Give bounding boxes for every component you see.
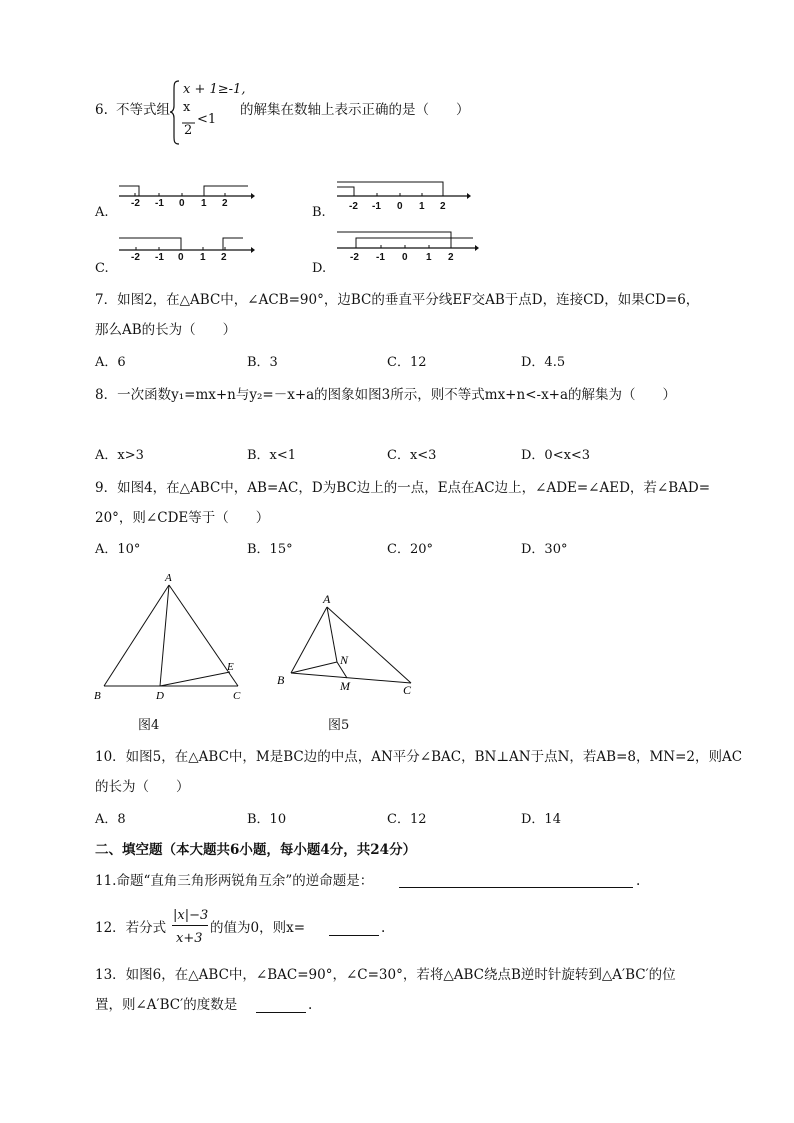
fig4-label-c: C	[233, 690, 241, 702]
q6-d-tick-0: 0	[402, 252, 408, 263]
q8-option-a: A．x>3	[95, 448, 144, 463]
fig5-label-m: M	[340, 679, 350, 693]
q6-b-tick-2: 2	[440, 201, 446, 212]
q6-a-tick-m1: -1	[155, 198, 164, 209]
q12-answer-blank[interactable]	[329, 922, 379, 936]
q6-d-tick-m1: -1	[376, 252, 385, 263]
q6-option-d-letter: D.	[312, 261, 327, 276]
q11-end: .	[636, 873, 641, 889]
q6-option-c-letter: C.	[95, 261, 109, 276]
q8-option-b: B．x<1	[247, 448, 297, 463]
q7-option-a: A．6	[95, 355, 126, 370]
q6-c-tick-2: 2	[221, 252, 227, 263]
q6-c-tick-0: 0	[178, 252, 184, 263]
fig4-label-b: B	[94, 690, 101, 702]
q6-b-tick-0: 0	[397, 201, 403, 212]
q7-option-c: C．12	[387, 355, 427, 370]
fig4-label-d: D	[156, 690, 164, 702]
q10-line1: 10．如图5，在△ABC中，M是BC边的中点，AN平分∠BAC，BN⊥AN于点N，若AB=8，MN=2，则AC	[95, 749, 743, 765]
q6-d-tick-1: 1	[426, 252, 432, 263]
q6-a-tick-0: 0	[179, 198, 185, 209]
q12-fraction-bar	[172, 925, 208, 926]
q10-option-d: D．14	[521, 812, 561, 827]
q6-c-tick-m1: -1	[155, 252, 164, 263]
fig5-side-ac	[327, 607, 411, 683]
q6-prefix: 不等式组	[116, 102, 170, 118]
fig4-segment-de	[160, 672, 230, 686]
q6-a-tick-m2: -2	[131, 198, 140, 209]
q6-c-tick-1: 1	[200, 252, 206, 263]
q6-b-tick-m2: -2	[349, 201, 358, 212]
fig5-label-n: N	[340, 653, 349, 667]
q8-option-d: D．0<x<3	[521, 448, 591, 463]
q11-text: 11.命题“直角三角形两锐角互余”的逆命题是：	[95, 873, 374, 889]
figure-5	[270, 586, 420, 698]
q12-prefix: 12．若分式	[95, 920, 167, 936]
q13-line2: 置，则∠A′BC′的度数是	[95, 997, 238, 1013]
q9-option-d: D．30°	[521, 542, 568, 557]
fig4-label-a: A	[165, 572, 172, 584]
q7-option-d: D．4.5	[521, 355, 566, 370]
fig4-caption: 图4	[138, 718, 160, 733]
fig5-segment-bn	[291, 662, 337, 673]
q6-ineq2-num: x	[183, 100, 191, 115]
q6-ineq2-rel: <1	[197, 112, 217, 127]
section2-heading: 二、填空题（本大题共6小题，每小题4分，共24分）	[95, 842, 417, 858]
q12-end: .	[381, 920, 386, 936]
q8-option-c: C．x<3	[387, 448, 437, 463]
q10-option-b: B．10	[247, 812, 287, 827]
q6-a-tick-2: 2	[222, 198, 228, 209]
fig5-label-a: A	[323, 592, 331, 606]
q6-ineq2-den: 2	[184, 123, 193, 138]
q7-line1: 7．如图2，在△ABC中，∠ACB=90°，边BC的垂直平分线EF交AB于点D，连接CD，如果CD=6，	[95, 292, 700, 308]
q6-number: 6.	[95, 102, 108, 118]
fig4-segment-ad	[160, 585, 169, 686]
q12-fraction-den: x+3	[176, 931, 203, 946]
q6-option-a-letter: A.	[95, 205, 109, 220]
q6-b-tick-m1: -1	[372, 201, 381, 212]
q11-answer-blank[interactable]	[399, 874, 633, 888]
fig5-side-ab	[291, 607, 327, 673]
q12-fraction-num: |x|−3	[173, 908, 209, 923]
q9-option-c: C．20°	[387, 542, 433, 557]
q6-a-tick-1: 1	[201, 198, 207, 209]
q6-suffix: 的解集在数轴上表示正确的是（ ）	[240, 102, 470, 118]
q9-option-a: A．10°	[95, 542, 141, 557]
fig5-label-c: C	[403, 683, 412, 697]
fig4-side-ab	[104, 585, 169, 686]
q13-line1: 13．如图6，在△ABC中，∠BAC=90°，∠C=30°，若将△ABC绕点B逆时针旋转到△A′BC′的位	[95, 967, 676, 983]
fig5-side-bc	[291, 673, 411, 683]
q10-line2: 的长为（ ）	[95, 779, 190, 795]
q6-option-b-letter: B.	[312, 205, 326, 220]
q9-line1: 9．如图4，在△ABC中，AB=AC，D为BC边上的一点，E点在AC边上，∠ADE=∠AED，若∠BAD=	[95, 480, 711, 496]
fig5-label-b: B	[277, 673, 285, 687]
q6-b-tick-1: 1	[419, 201, 425, 212]
figure-4	[90, 568, 260, 708]
fig4-label-e: E	[227, 661, 234, 673]
fig5-caption: 图5	[328, 718, 350, 733]
q6-d-tick-2: 2	[448, 252, 454, 263]
q9-option-b: B．15°	[247, 542, 293, 557]
q13-answer-blank[interactable]	[256, 999, 306, 1013]
q6-d-tick-m2: -2	[350, 252, 359, 263]
q10-option-c: C．12	[387, 812, 427, 827]
q6-ineq1: x + 1≥-1,	[183, 82, 246, 97]
q7-option-b: B．3	[247, 355, 278, 370]
q6-c-tick-m2: -2	[131, 252, 140, 263]
q13-end: .	[308, 997, 313, 1013]
q12-mid: 的值为0，则x=	[210, 920, 306, 936]
q9-line2: 20°，则∠CDE等于（ ）	[95, 510, 270, 526]
q10-option-a: A．8	[95, 812, 126, 827]
q8-line1: 8．一次函数y₁=mx+n与y₂=－x+a的图象如图3所示，则不等式mx+n<-x+a的解集为（ ）	[95, 387, 677, 403]
q7-line2: 那么AB的长为（ ）	[95, 322, 237, 338]
